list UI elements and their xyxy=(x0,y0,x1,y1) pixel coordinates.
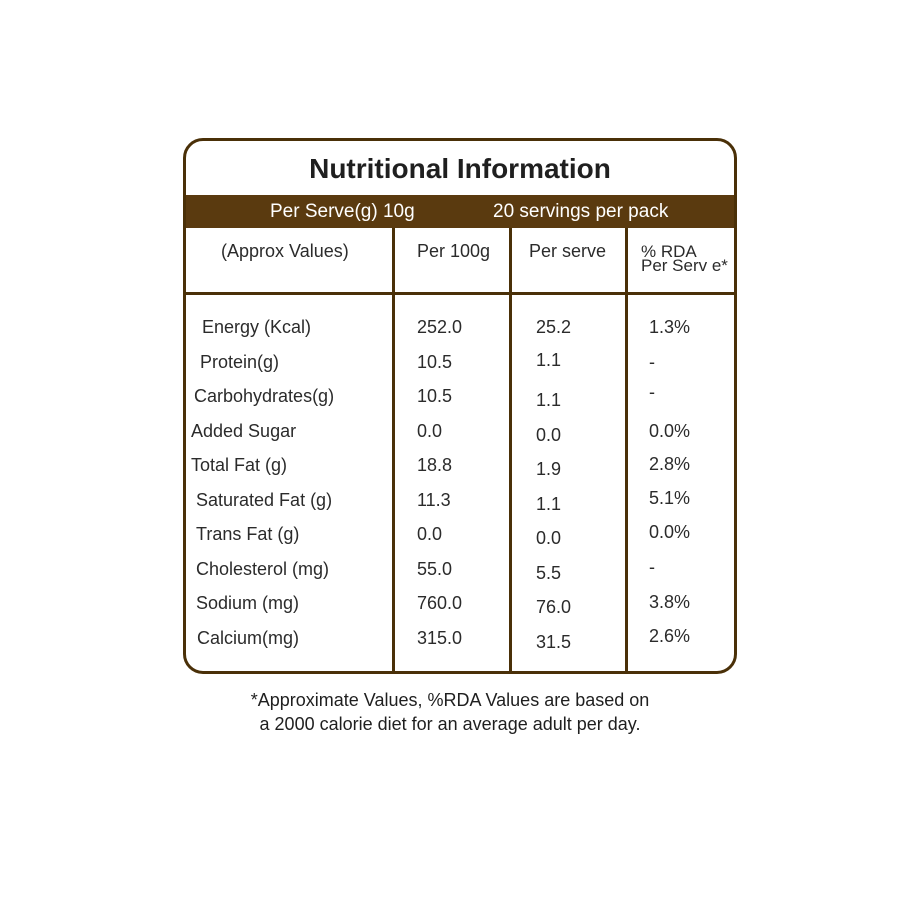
nutrient-name: Carbohydrates(g) xyxy=(194,386,335,406)
serve-size-label: Per Serve(g) 10g xyxy=(270,201,415,222)
table-row xyxy=(186,455,734,489)
column-header-per-100g: Per 100g xyxy=(417,241,491,261)
servings-label: 20 servings per pack xyxy=(493,201,669,222)
per-serve-value: 76.0 xyxy=(536,597,572,617)
rda-value: - xyxy=(649,556,655,577)
table-row xyxy=(186,556,734,593)
footnote-line-2: a 2000 calorie diet for an average adult per day. xyxy=(259,714,641,734)
nutrient-name: Protein(g) xyxy=(200,351,280,372)
rda-value: - xyxy=(649,382,655,402)
per-100g-value: 252.0 xyxy=(417,317,463,337)
per-serve-value: 25.2 xyxy=(536,317,572,337)
rda-value: 0.0% xyxy=(649,420,691,441)
column-header-per-serve: Per serve xyxy=(529,241,607,261)
table-row xyxy=(186,625,734,662)
rda-value: - xyxy=(649,351,655,372)
table-row xyxy=(186,349,734,386)
per-100g-value: 55.0 xyxy=(417,558,453,579)
table-title: Nutritional Information xyxy=(309,153,611,184)
column-header-rda-sub: Per Serv e* xyxy=(641,256,728,275)
per-100g-value: 315.0 xyxy=(417,627,463,648)
rda-value: 0.0% xyxy=(649,522,691,542)
table-row xyxy=(186,421,734,455)
per-100g-value: 760.0 xyxy=(417,593,463,613)
header-divider xyxy=(186,292,734,295)
nutrient-name: Sodium (mg) xyxy=(196,593,300,613)
per-serve-value: 1.1 xyxy=(536,390,562,410)
nutrient-name: Energy (Kcal) xyxy=(202,317,312,337)
per-serve-value: 1.1 xyxy=(536,493,562,514)
rda-value: 1.3% xyxy=(649,317,691,337)
nutrient-name: Calcium(mg) xyxy=(197,627,300,648)
per-serve-value: 0.0 xyxy=(536,424,562,445)
nutrient-name: Saturated Fat (g) xyxy=(196,489,333,510)
per-100g-value: 0.0 xyxy=(417,420,443,441)
per-100g-value: 0.0 xyxy=(417,524,443,544)
per-serve-value: 5.5 xyxy=(536,562,562,583)
nutrition-table xyxy=(183,138,737,674)
table-row xyxy=(186,317,734,351)
serving-band xyxy=(186,195,734,228)
per-serve-value: 1.9 xyxy=(536,459,562,479)
nutrient-name: Cholesterol (mg) xyxy=(196,558,330,579)
per-100g-value: 10.5 xyxy=(417,386,453,406)
per-serve-value: 0.0 xyxy=(536,528,562,548)
rda-value: 2.6% xyxy=(649,625,691,646)
per-serve-value: 31.5 xyxy=(536,631,572,652)
nutrient-name: Added Sugar xyxy=(191,420,297,441)
per-100g-value: 10.5 xyxy=(417,351,453,372)
table-row xyxy=(186,524,734,558)
table-row xyxy=(186,487,734,524)
rda-value: 3.8% xyxy=(649,592,691,612)
rda-value: 2.8% xyxy=(649,454,691,474)
table-row xyxy=(186,382,734,420)
footnote-line-1: *Approximate Values, %RDA Values are based on xyxy=(250,690,650,710)
nutrient-name: Trans Fat (g) xyxy=(196,524,300,544)
column-header-approx: (Approx Values) xyxy=(221,241,349,261)
table-row xyxy=(186,593,734,627)
column-header-rda: % RDA xyxy=(641,242,697,261)
per-100g-value: 11.3 xyxy=(417,489,451,510)
nutrient-name: Total Fat (g) xyxy=(191,455,288,475)
per-serve-value: 1.1 xyxy=(536,349,562,370)
per-100g-value: 18.8 xyxy=(417,455,453,475)
rda-value: 5.1% xyxy=(649,487,691,508)
footnote xyxy=(0,688,900,736)
